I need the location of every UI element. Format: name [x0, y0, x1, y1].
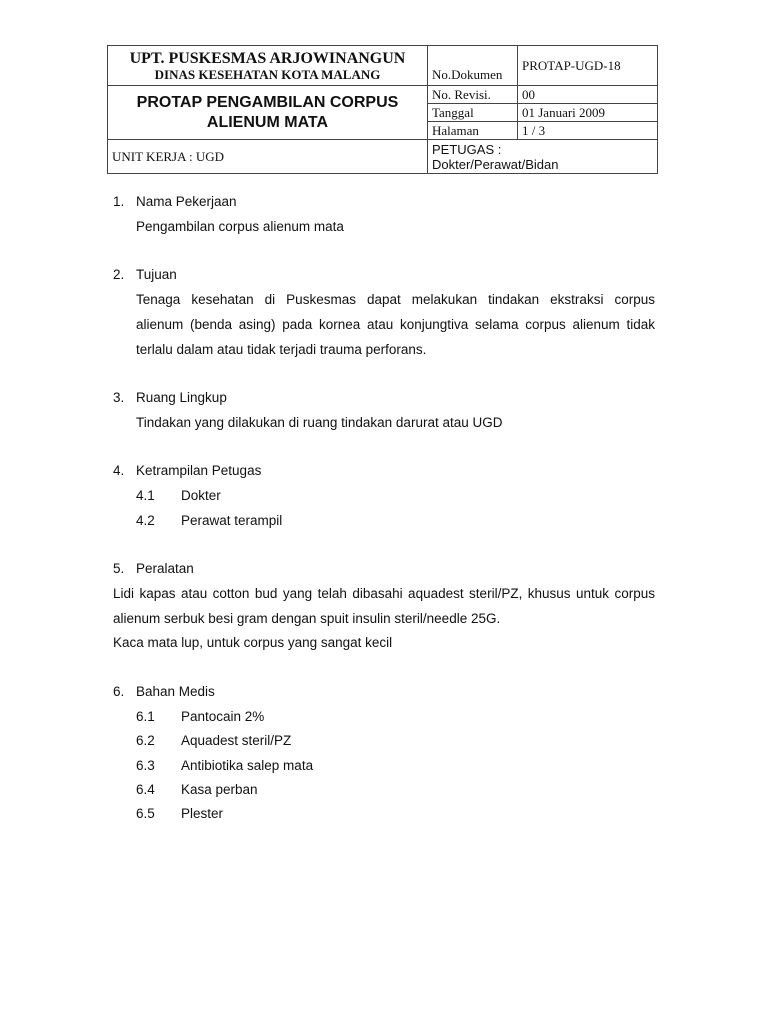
section-heading: Tujuan — [136, 267, 177, 282]
list-item-number: 6.1 — [136, 709, 155, 724]
list-item-number: 6.5 — [136, 806, 155, 821]
list-item-number: 4.1 — [136, 488, 155, 503]
no-dokumen-label: No.Dokumen — [428, 46, 518, 86]
halaman-value: 1 / 3 — [518, 122, 658, 140]
section-heading: Nama Pekerjaan — [136, 194, 237, 209]
section-heading: Bahan Medis — [136, 684, 215, 699]
section-text-line: alienum serbuk besi gram dengan spuit insulin steril/needle 25G. — [113, 611, 501, 626]
section-text-line: alienum (benda asing) pada kornea atau konjungtiva selama corpus alienum tidak — [136, 317, 655, 332]
list-item: Perawat terampil — [181, 513, 283, 528]
list-item-number: 6.2 — [136, 733, 155, 748]
section-number: 6. — [113, 684, 125, 699]
list-item-number: 4.2 — [136, 513, 155, 528]
tanggal-value: 01 Januari 2009 — [518, 104, 658, 122]
section-heading: Ketrampilan Petugas — [136, 463, 262, 478]
list-item-number: 6.3 — [136, 758, 155, 773]
section-number: 2. — [113, 267, 125, 282]
header-table — [107, 45, 658, 174]
section-text-line: Tenaga kesehatan di Puskesmas dapat melakukan tindakan ekstraksi corpus — [136, 292, 655, 307]
section-text-line: Lidi kapas atau cotton bud yang telah dibasahi aquadest steril/PZ, khusus untuk corpus — [113, 586, 655, 601]
section-heading: Ruang Lingkup — [136, 390, 227, 405]
list-item: Pantocain 2% — [181, 709, 265, 724]
petugas-label: PETUGAS : — [432, 141, 502, 157]
no-revisi-label: No. Revisi. — [428, 86, 518, 104]
list-item: Aquadest steril/PZ — [181, 733, 292, 748]
list-item: Kasa perban — [181, 782, 258, 797]
list-item: Plester — [181, 806, 224, 821]
no-revisi-value: 00 — [518, 86, 658, 104]
section-heading: Peralatan — [136, 561, 194, 576]
petugas-cell — [428, 140, 658, 174]
list-item-number: 6.4 — [136, 782, 155, 797]
section-text: Pengambilan corpus alienum mata — [136, 219, 344, 234]
no-dokumen-value: PROTAP-UGD-18 — [518, 46, 658, 86]
petugas-value: Dokter/Perawat/Bidan — [432, 156, 559, 172]
org-cell — [108, 46, 428, 86]
org-name: UPT. PUSKESMAS ARJOWINANGUN — [129, 49, 406, 67]
tanggal-label: Tanggal — [428, 104, 518, 122]
org-sub: DINAS KESEHATAN KOTA MALANG — [154, 66, 381, 82]
halaman-label: Halaman — [428, 122, 518, 140]
title-cell — [108, 86, 428, 140]
doc-title-line1: PROTAP PENGAMBILAN CORPUS — [136, 93, 399, 111]
section-number: 4. — [113, 463, 125, 478]
section-number: 1. — [113, 194, 125, 209]
section-text-line: Kaca mata lup, untuk corpus yang sangat kecil — [113, 635, 393, 650]
list-item: Dokter — [181, 488, 221, 503]
unit-kerja: UNIT KERJA : UGD — [108, 140, 428, 174]
doc-title-line2: ALIENUM MATA — [206, 113, 329, 131]
section-number: 3. — [113, 390, 125, 405]
section-number: 5. — [113, 561, 125, 576]
section-text-line: terlalu dalam atau tidak terjadi trauma perforans. — [136, 342, 427, 357]
list-item: Antibiotika salep mata — [181, 758, 314, 773]
section-text: Tindakan yang dilakukan di ruang tindakan darurat atau UGD — [136, 415, 503, 430]
